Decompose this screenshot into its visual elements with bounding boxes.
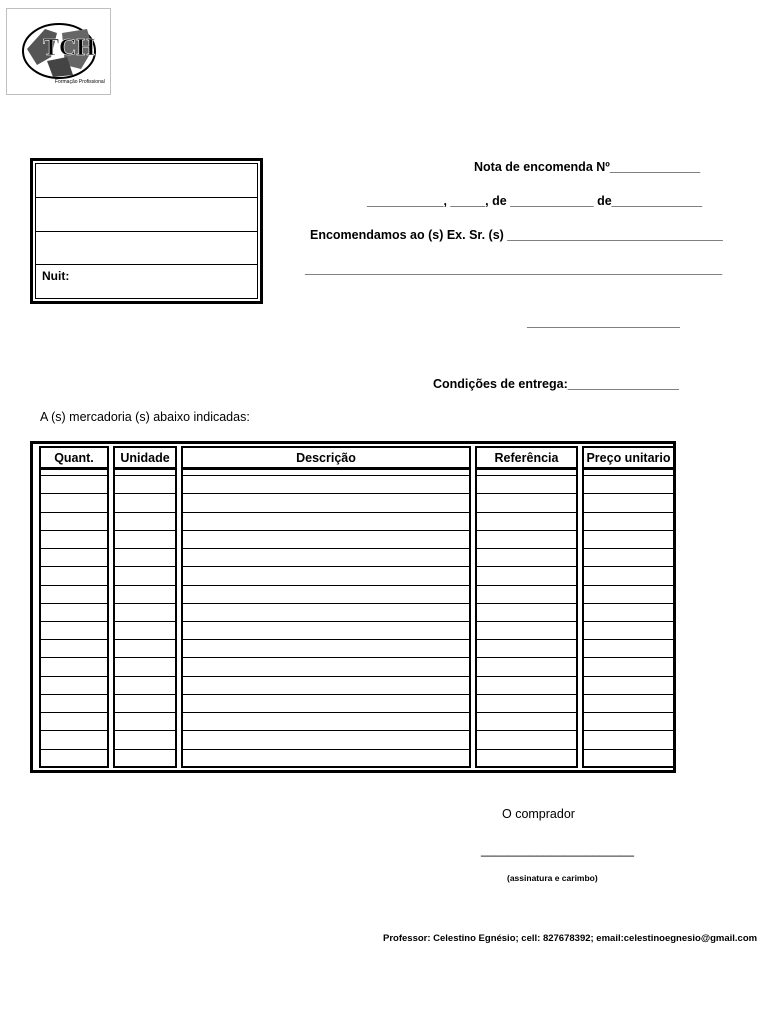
table-row xyxy=(39,586,675,604)
table-cell[interactable] xyxy=(39,513,109,531)
supplier-line: Encomendamos ao (s) Ex. Sr. (s) _______________________________ xyxy=(310,228,723,242)
table-row xyxy=(39,658,675,676)
table-cell[interactable] xyxy=(475,658,578,676)
table-row xyxy=(39,622,675,640)
table-cell[interactable] xyxy=(181,494,471,512)
table-cell[interactable] xyxy=(475,476,578,494)
table-cell[interactable] xyxy=(475,567,578,585)
table-cell[interactable] xyxy=(113,476,177,494)
table-cell[interactable] xyxy=(582,695,675,713)
table-cell[interactable] xyxy=(475,494,578,512)
table-row xyxy=(39,731,675,749)
table-cell[interactable] xyxy=(181,513,471,531)
table-cell[interactable] xyxy=(39,622,109,640)
table-cell[interactable] xyxy=(475,622,578,640)
table-cell[interactable] xyxy=(582,476,675,494)
table-cell[interactable] xyxy=(181,586,471,604)
table-cell[interactable] xyxy=(582,586,675,604)
table-row xyxy=(39,750,675,768)
table-cell[interactable] xyxy=(181,640,471,658)
table-cell[interactable] xyxy=(113,677,177,695)
nuit-row[interactable] xyxy=(36,265,257,298)
table-cell[interactable] xyxy=(181,622,471,640)
table-cell[interactable] xyxy=(582,750,675,768)
signature-line[interactable]: ______________________ xyxy=(481,843,634,857)
table-cell[interactable] xyxy=(181,476,471,494)
table-cell[interactable] xyxy=(113,513,177,531)
table-cell[interactable] xyxy=(181,604,471,622)
column-header-unit-price: Preço unitario xyxy=(582,446,675,470)
info-row[interactable] xyxy=(36,198,257,232)
table-cell[interactable] xyxy=(113,731,177,749)
table-cell[interactable] xyxy=(475,531,578,549)
info-row[interactable] xyxy=(36,164,257,198)
table-cell[interactable] xyxy=(181,713,471,731)
table-cell[interactable] xyxy=(39,586,109,604)
table-row xyxy=(39,567,675,585)
company-logo xyxy=(6,8,111,95)
table-row xyxy=(39,531,675,549)
info-row[interactable] xyxy=(36,232,257,266)
table-cell[interactable] xyxy=(39,695,109,713)
table-row xyxy=(39,695,675,713)
table-cell[interactable] xyxy=(181,731,471,749)
date-line: ___________, _____, de ____________ de_____________ xyxy=(367,194,703,208)
table-row xyxy=(39,677,675,695)
table-cell[interactable] xyxy=(39,604,109,622)
table-cell[interactable] xyxy=(39,476,109,494)
table-row xyxy=(39,604,675,622)
table-cell[interactable] xyxy=(582,731,675,749)
table-row xyxy=(39,494,675,512)
table-cell[interactable] xyxy=(181,677,471,695)
nuit-label: Nuit: xyxy=(42,269,70,284)
column-header-quantity: Quant. xyxy=(39,446,109,470)
table-cell[interactable] xyxy=(582,531,675,549)
table-cell[interactable] xyxy=(39,731,109,749)
table-row xyxy=(39,549,675,567)
table-cell[interactable] xyxy=(113,531,177,549)
table-row xyxy=(39,640,675,658)
table-cell[interactable] xyxy=(582,567,675,585)
table-cell[interactable] xyxy=(475,513,578,531)
table-cell[interactable] xyxy=(113,622,177,640)
table-cell[interactable] xyxy=(582,494,675,512)
table-cell[interactable] xyxy=(181,549,471,567)
short-blank-line: ______________________ xyxy=(527,315,680,329)
table-cell[interactable] xyxy=(113,494,177,512)
table-cell[interactable] xyxy=(39,531,109,549)
table-cell[interactable] xyxy=(475,604,578,622)
table-cell[interactable] xyxy=(475,586,578,604)
goods-caption: A (s) mercadoria (s) abaixo indicadas: xyxy=(40,410,250,424)
table-cell[interactable] xyxy=(582,713,675,731)
column-header-unit: Unidade xyxy=(113,446,177,470)
table-cell[interactable] xyxy=(113,695,177,713)
table-cell[interactable] xyxy=(113,604,177,622)
table-cell[interactable] xyxy=(113,567,177,585)
table-cell[interactable] xyxy=(582,640,675,658)
table-cell[interactable] xyxy=(39,567,109,585)
table-cell[interactable] xyxy=(475,713,578,731)
table-cell[interactable] xyxy=(39,640,109,658)
table-cell[interactable] xyxy=(181,658,471,676)
table-cell[interactable] xyxy=(475,695,578,713)
table-cell[interactable] xyxy=(475,750,578,768)
column-header-description: Descrição xyxy=(181,446,471,470)
table-row xyxy=(39,476,675,494)
table-cell[interactable] xyxy=(475,640,578,658)
table-cell[interactable] xyxy=(113,713,177,731)
buyer-label: O comprador xyxy=(502,807,575,821)
column-header-reference: Referência xyxy=(475,446,578,470)
table-cell[interactable] xyxy=(39,713,109,731)
table-cell[interactable] xyxy=(113,750,177,768)
supplier-blank-line: ____________________________________________________________ xyxy=(305,262,723,276)
svg-text:Formação Profissional: Formação Profissional xyxy=(55,79,105,85)
table-cell[interactable] xyxy=(181,567,471,585)
table-cell[interactable] xyxy=(582,549,675,567)
svg-text:TCH: TCH xyxy=(43,35,96,61)
table-cell[interactable] xyxy=(181,750,471,768)
table-row xyxy=(39,713,675,731)
table-cell[interactable] xyxy=(582,658,675,676)
table-cell[interactable] xyxy=(39,494,109,512)
table-cell[interactable] xyxy=(113,640,177,658)
table-cell[interactable] xyxy=(39,658,109,676)
table-cell[interactable] xyxy=(181,695,471,713)
table-cell[interactable] xyxy=(39,549,109,567)
order-number-label: Nota de encomenda Nº_____________ xyxy=(474,160,701,174)
delivery-conditions: Condições de entrega:________________ xyxy=(433,377,679,391)
table-cell[interactable] xyxy=(582,513,675,531)
table-cell[interactable] xyxy=(582,604,675,622)
table-cell[interactable] xyxy=(475,549,578,567)
table-cell[interactable] xyxy=(582,677,675,695)
table-cell[interactable] xyxy=(582,622,675,640)
signature-caption: (assinatura e carimbo) xyxy=(507,873,598,883)
table-row xyxy=(39,513,675,531)
table-cell[interactable] xyxy=(475,731,578,749)
table-cell[interactable] xyxy=(113,658,177,676)
client-info-box xyxy=(30,158,263,304)
table-cell[interactable] xyxy=(181,531,471,549)
table-cell[interactable] xyxy=(39,677,109,695)
table-cell[interactable] xyxy=(113,549,177,567)
table-cell[interactable] xyxy=(475,677,578,695)
table-cell[interactable] xyxy=(39,750,109,768)
table-header-row xyxy=(39,446,675,470)
logo-graphic xyxy=(7,9,110,94)
footer-contact: Professor: Celestino Egnésio; cell: 827678392; email:celestinoegnesio@gmail.com xyxy=(383,933,758,944)
table-cell[interactable] xyxy=(113,586,177,604)
items-table xyxy=(30,441,676,773)
